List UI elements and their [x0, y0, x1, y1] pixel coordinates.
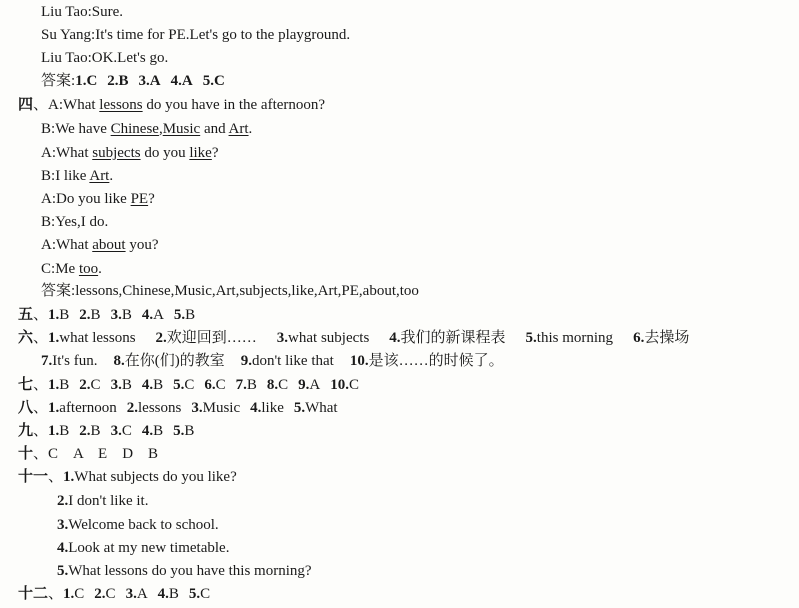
dialogue-line: Liu Tao:OK.Let's go. [41, 50, 169, 66]
item-answer: don't like that [251, 353, 334, 369]
blank-answer: too [78, 261, 99, 277]
speaker: A [41, 237, 52, 253]
item-answer: B [168, 586, 179, 602]
item-number: 7. [235, 377, 247, 393]
item-answer: B [246, 377, 257, 393]
section-11-item-5 [57, 561, 312, 581]
item-number: 4. [141, 423, 154, 439]
item-answer: A [309, 377, 321, 393]
blank-answer: like [189, 145, 212, 161]
section-6-row-1: 六、1.what lessons 2.欢迎回到…… 3.what subjects 4.我们的新课程表 5.this morning 6.去操场 [18, 330, 690, 346]
item-answer: lessons [138, 400, 182, 416]
item-answer: C [278, 377, 289, 393]
blank-answer: Art [228, 121, 249, 137]
item-number: 9. [298, 377, 310, 393]
section-number: 十 [18, 446, 34, 462]
text: you? [125, 237, 159, 253]
item-answer: Music [202, 400, 241, 416]
text: ? [148, 191, 155, 207]
blank-answer: Art [89, 168, 110, 184]
item-answer: What lessons do you have this morning? [68, 563, 312, 579]
speaker: Liu Tao [41, 4, 88, 20]
section-4-line-7: A:What about you? [41, 237, 159, 253]
blank-answer: about [92, 237, 126, 253]
item-number: 5. [173, 307, 186, 323]
item-answer: B [184, 423, 195, 439]
speaker: A [48, 97, 59, 113]
item-number: 3. [57, 517, 69, 533]
item-number: 4. [141, 307, 154, 323]
item-number: 5. [525, 330, 537, 346]
item-answer: 是该……的时候了。 [368, 353, 504, 369]
item-answer: B [90, 307, 101, 323]
item-answer: B [153, 423, 164, 439]
item-answer: C [215, 377, 226, 393]
item-number: 5. [188, 586, 201, 602]
answer-item: 1.C [75, 73, 98, 89]
item-answer: B [121, 377, 132, 393]
item-answer: A [136, 586, 148, 602]
item-answer: C [184, 377, 195, 393]
text: . [98, 261, 102, 277]
item-number: 4. [141, 377, 154, 393]
item-number: 1. [48, 400, 60, 416]
item-answer: I don't like it. [68, 493, 149, 509]
item-answer: Welcome back to school. [68, 517, 219, 533]
item-answer: 我们的新课程表 [400, 330, 506, 346]
text: Yes,I do. [55, 214, 109, 230]
speaker: Su Yang [41, 27, 92, 43]
item-number: 1. [48, 423, 60, 439]
item-answer: C [74, 586, 85, 602]
item-answer: C [200, 586, 211, 602]
item-number: 3. [191, 400, 203, 416]
answer-item: 2.B [107, 73, 129, 89]
item-number: 8. [266, 377, 279, 393]
answer-line: 答案:1.C 2.B 3.A 4.A 5.C [41, 73, 225, 89]
text: . [248, 121, 253, 137]
item-answer: 去操场 [644, 330, 690, 346]
item-answer: It's fun. [52, 353, 98, 369]
speaker: A [41, 191, 52, 207]
section-7: 七、1.B 2.C 3.B 4.B 5.C 6.C 7.B 8.C 9.A 10.C [18, 377, 360, 393]
answer-item: 5.C [202, 73, 225, 89]
item-number: 1. [63, 586, 75, 602]
item-number: 2. [126, 400, 139, 416]
item-number: 5. [293, 400, 306, 416]
item-answer: like [261, 400, 284, 416]
item-number: 2. [155, 330, 167, 346]
speaker: B [41, 121, 52, 137]
item-number: 8. [113, 353, 125, 369]
item-answer: 在你(们)的教室 [124, 353, 225, 369]
answer-label: 答案 [41, 73, 72, 89]
item-number: 10. [330, 377, 349, 393]
item-answer: C A E D B [48, 446, 159, 462]
item-answer: 欢迎回到…… [166, 330, 257, 346]
text: ? [211, 145, 219, 161]
section-number: 十二 [18, 586, 49, 602]
item-number: 3. [110, 423, 122, 439]
section-12: 十二、1.C 2.C 3.A 4.B 5.C [18, 586, 211, 602]
section-4-line-8: C:Me too. [41, 261, 102, 277]
section-4-line-1: 四、A:What lessons do you have in the afternoon? [18, 97, 326, 113]
item-answer: this morning [536, 330, 614, 346]
text: , [158, 121, 163, 137]
item-number: 9. [240, 353, 252, 369]
blank-answer: Chinese [110, 121, 159, 137]
item-number: 2. [79, 423, 91, 439]
dialogue-line: Su Yang:It's time for PE.Let's go to the playground. [41, 27, 351, 43]
item-answer: B [153, 377, 164, 393]
speaker: A [41, 145, 52, 161]
item-answer: A [153, 307, 164, 323]
item-number: 10. [349, 353, 369, 369]
section-4-line-3: A:What subjects do you like? [41, 145, 219, 161]
item-number: 1. [48, 307, 60, 323]
item-answer: What subjects do you like? [74, 469, 237, 485]
utterance: OK.Let's go. [91, 50, 169, 66]
item-answer: C [121, 423, 132, 439]
item-answer: Look at my new timetable. [68, 540, 230, 556]
section-number: 五 [18, 307, 34, 323]
item-answer: what lessons [59, 330, 136, 346]
item-number: 5. [173, 377, 185, 393]
item-number: 5. [173, 423, 185, 439]
item-number: 3. [110, 307, 122, 323]
section-11-item-4 [57, 538, 229, 558]
speaker: B [41, 214, 52, 230]
section-11-item-3 [57, 515, 219, 535]
item-number: 4. [389, 330, 401, 346]
section-11-item-1: 十一、1.What subjects do you like? [18, 469, 237, 485]
text: . [109, 168, 114, 184]
item-number: 6. [633, 330, 645, 346]
item-answer: B [185, 307, 196, 323]
item-answer: C [349, 377, 360, 393]
section-number: 九 [18, 423, 34, 439]
speaker: Liu Tao [41, 50, 88, 66]
item-answer: afternoon [59, 400, 117, 416]
section-5: 五、1.B 2.B 3.B 4.A 5.B [18, 307, 196, 323]
item-number: 2. [79, 377, 91, 393]
text: What [56, 237, 93, 253]
item-number: 7. [41, 353, 53, 369]
section-number: 四 [18, 97, 34, 113]
item-number: 4. [250, 400, 262, 416]
utterance: Sure. [91, 4, 124, 20]
utterance: It's time for PE.Let's go to the playground. [95, 27, 351, 43]
item-answer: C [90, 377, 101, 393]
speaker: C [41, 261, 52, 277]
section-4-line-2: B:We have Chinese,Music and Art. [41, 121, 253, 137]
section-11-item-2 [57, 491, 148, 511]
item-answer: B [59, 307, 70, 323]
answer-item: 3.A [138, 73, 161, 89]
text: do you [140, 145, 190, 161]
blank-answer: Music [162, 121, 201, 137]
section-4-answer: 答案:lessons,Chinese,Music,Art,subjects,like,Art,PE,about,too [41, 283, 419, 299]
item-answer: B [90, 423, 101, 439]
answer-text: lessons,Chinese,Music,Art,subjects,like,Art,PE,about,too [75, 283, 419, 299]
item-number: 3. [125, 586, 137, 602]
item-number: 2. [57, 493, 69, 509]
item-number: 6. [204, 377, 216, 393]
text: We have [55, 121, 111, 137]
text: Me [55, 261, 79, 277]
item-number: 5. [57, 563, 69, 579]
text: What [56, 145, 93, 161]
item-answer: What [305, 400, 338, 416]
text: and [200, 121, 229, 137]
item-number: 1. [63, 469, 75, 485]
section-10: 十、C A E D B [18, 446, 159, 462]
item-answer: what subjects [288, 330, 370, 346]
item-answer: B [121, 307, 132, 323]
item-number: 2. [94, 586, 106, 602]
section-4-line-6: B:Yes,I do. [41, 214, 109, 230]
item-answer: B [59, 377, 70, 393]
section-number: 七 [18, 377, 34, 393]
text: do you have in the afternoon? [142, 97, 326, 113]
text: Do you like [56, 191, 131, 207]
item-number: 4. [57, 540, 69, 556]
section-4-line-4: B:I like Art. [41, 168, 114, 184]
item-number: 1. [48, 377, 60, 393]
section-8: 八、1.afternoon 2.lessons 3.Music 4.like 5.What [18, 400, 338, 416]
answer-label: 答案 [41, 283, 72, 299]
section-6-row-2 [41, 351, 504, 371]
answer-item: 4.A [170, 73, 193, 89]
section-9: 九、1.B 2.B 3.C 4.B 5.B [18, 423, 195, 439]
blank-answer: subjects [92, 145, 141, 161]
section-4-line-5: A:Do you like PE? [41, 191, 155, 207]
text: What [63, 97, 100, 113]
item-number: 1. [48, 330, 60, 346]
item-answer: C [105, 586, 116, 602]
item-answer: B [59, 423, 70, 439]
speaker: B [41, 168, 52, 184]
item-number: 3. [110, 377, 122, 393]
section-number: 八 [18, 400, 34, 416]
section-number: 六 [18, 330, 34, 346]
item-number: 3. [276, 330, 289, 346]
section-number: 十一 [18, 469, 49, 485]
blank-answer: PE [130, 191, 149, 207]
dialogue-line: Liu Tao:Sure. [41, 4, 124, 20]
blank-answer: lessons [99, 97, 143, 113]
item-number: 2. [79, 307, 91, 323]
item-number: 4. [157, 586, 169, 602]
text: I like [55, 168, 90, 184]
